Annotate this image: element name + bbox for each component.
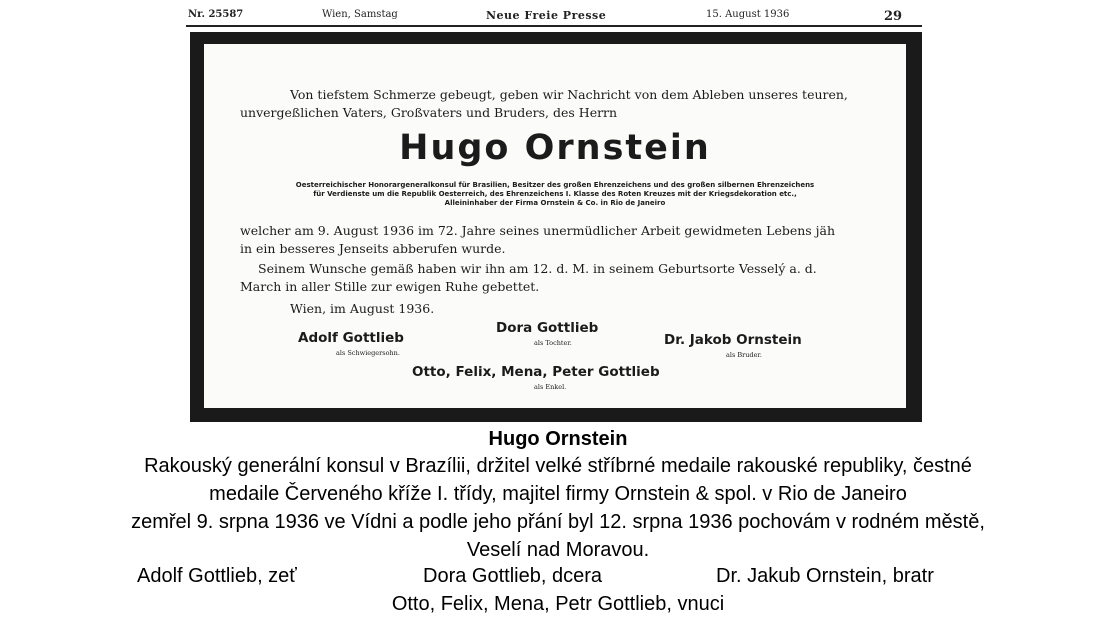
city-day: Wien, Samstag xyxy=(322,9,398,20)
translation-line-3: zemřel 9. srpna 1936 ve Vídni a podle jeho přání byl 12. srpna 1936 pochovám v rodném městě, xyxy=(131,511,985,533)
signatory-name: Otto, Felix, Mena, Peter Gottlieb xyxy=(412,364,660,380)
relative-entry: Dora Gottlieb, dcera xyxy=(423,565,602,587)
place-date: Wien, im August 1936. xyxy=(290,301,435,316)
intro-line-1: Von tiefstem Schmerze gebeugt, geben wir Nachricht von dem Ableben unseres teuren, xyxy=(290,87,848,102)
paragraph-line-2: in ein besseres Jenseits abberufen wurde. xyxy=(240,241,506,256)
issue-date: 15. August 1936 xyxy=(706,9,790,20)
intro-line-2: unvergeßlichen Vaters, Großvaters und Bruders, des Herrn xyxy=(240,105,618,120)
titles-line-1: Oesterreichischer Honorargeneralkonsul für Brasilien, Besitzer des großen Ehrenzeichens und des großen silbernen Ehrenzeichens xyxy=(295,181,815,189)
signatory-role: als Bruder. xyxy=(726,351,762,359)
relative-entry: Adolf Gottlieb, zeť xyxy=(137,565,297,587)
signatory-name: Dora Gottlieb xyxy=(496,320,599,336)
signatory-role: als Tochter. xyxy=(534,339,572,347)
signatory-name: Adolf Gottlieb xyxy=(298,330,404,346)
translation-grandchildren: Otto, Felix, Mena, Petr Gottlieb, vnuci xyxy=(391,593,725,615)
translation-line-1: Rakouský generální konsul v Brazílii, držitel velké stříbrné medaile rakouské republiky, čestné xyxy=(144,455,972,477)
signatory-role: als Schwiegersohn. xyxy=(336,349,400,357)
paragraph-line-3: Seinem Wunsche gemäß haben wir ihn am 12. d. M. in seinem Geburtsorte Vesselý a. d. xyxy=(258,261,817,276)
signatory-role: als Enkel. xyxy=(534,383,567,391)
issue-number: Nr. 25587 xyxy=(188,9,244,20)
obituary-notice xyxy=(190,32,922,422)
obituary-notice-body xyxy=(204,44,906,408)
titles-line-3: Alleininhaber der Firma Ornstein & Co. in Rio de Janeiro xyxy=(444,199,666,207)
signatory-name: Dr. Jakob Ornstein xyxy=(664,332,802,348)
deceased-name: Hugo Ornstein xyxy=(399,128,711,168)
translation-line-2: medaile Červeného kříže I. třídy, majitel firmy Ornstein & spol. v Rio de Janeiro xyxy=(209,483,907,505)
paragraph-line-1: welcher am 9. August 1936 im 72. Jahre seines unermüdlicher Arbeit gewidmeten Lebens jäh xyxy=(240,223,836,238)
relative-entry: Dr. Jakub Ornstein, bratr xyxy=(716,565,934,587)
newspaper-title: Neue Freie Presse xyxy=(486,9,607,22)
translation-line-4: Veselí nad Moravou. xyxy=(466,539,650,561)
translation-title: Hugo Ornstein xyxy=(488,428,628,450)
newspaper-masthead xyxy=(186,7,922,27)
paragraph-line-4: March in aller Stille zur ewigen Ruhe gebettet. xyxy=(240,279,540,294)
page-number: 29 xyxy=(884,9,903,24)
titles-line-2: für Verdienste um die Republik Oesterreich, des Ehrenzeichens I. Klasse des Roten Kreuzes mit der Kriegsdekoration etc., xyxy=(313,190,797,198)
